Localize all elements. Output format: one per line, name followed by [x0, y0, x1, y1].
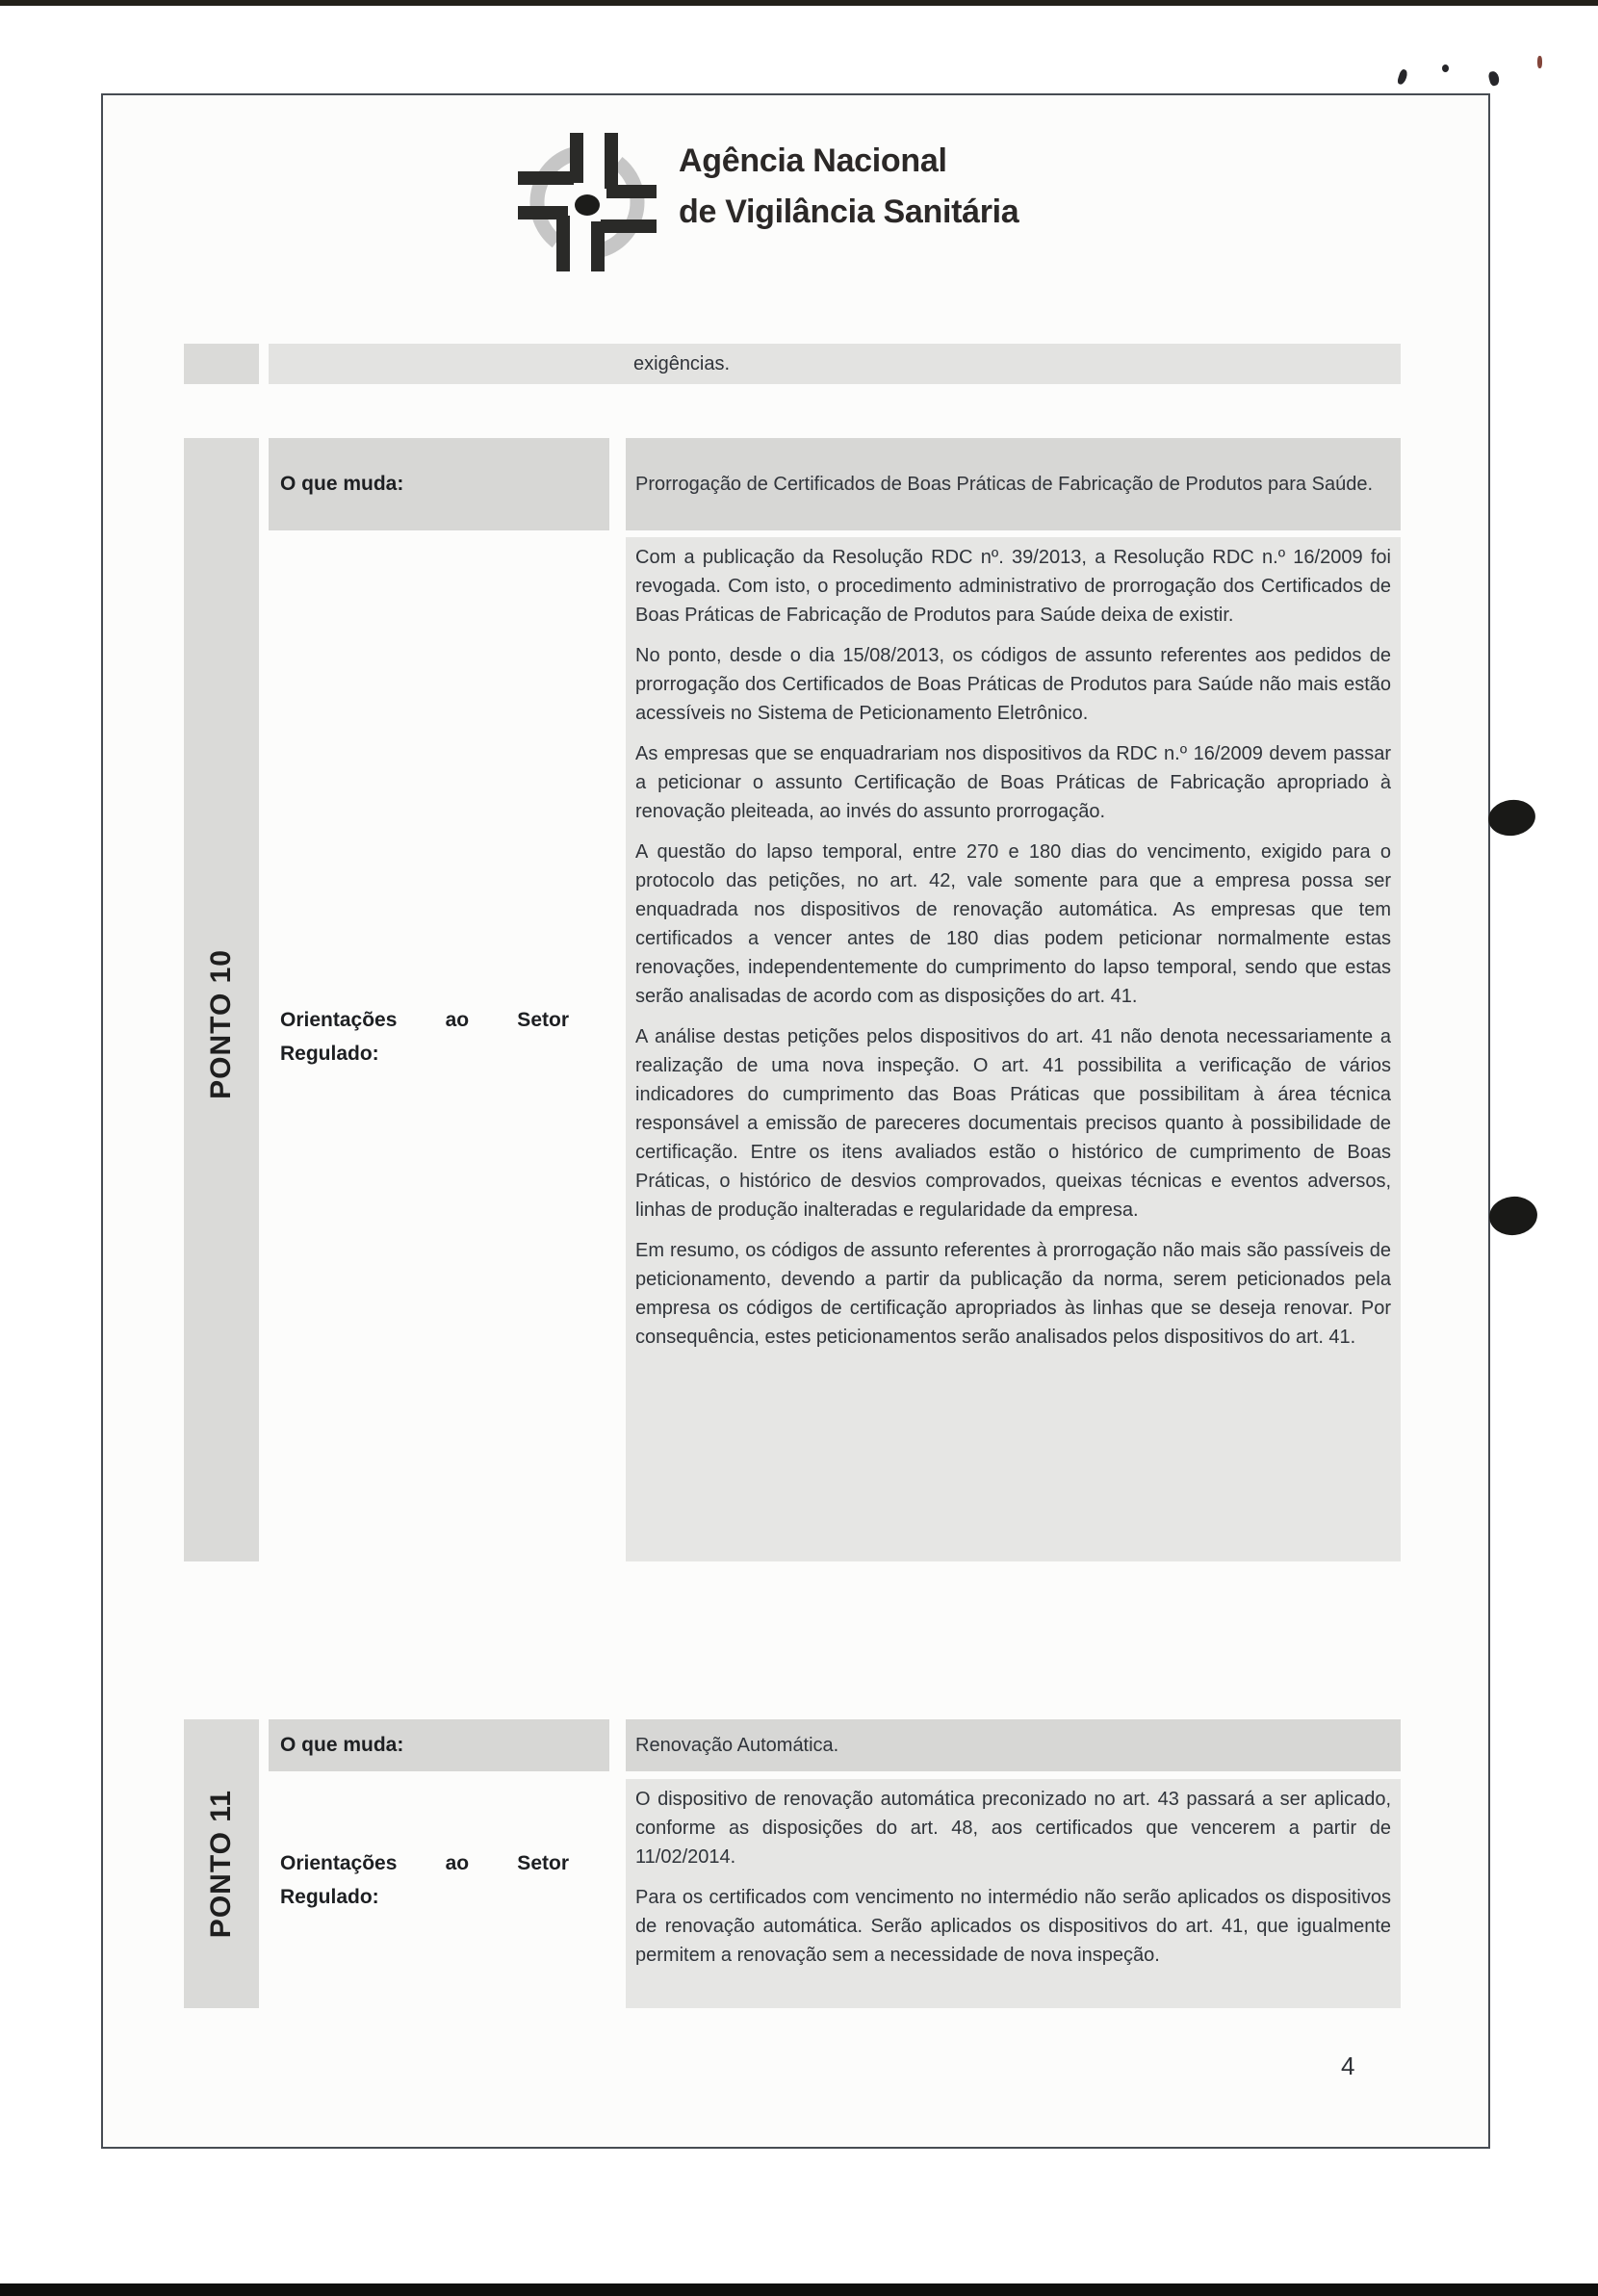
what-changes-label-ponto-11: [269, 1719, 609, 1771]
what-changes-value-ponto-11: [626, 1719, 1401, 1771]
what-changes-value-ponto-10: [626, 438, 1401, 530]
guidance-paragraph: A questão do lapso temporal, entre 270 e 180 dias do vencimento, exigido para o protocolo das petições, no art. 42, vale somente para que a empresa possa ser enquadrada nos dispositivos de renovação automática. As empresas que tem certificados a vencer antes de 180 dias podem peticionar normalmente estas renovações, independentemente do cumprimento do lapso temporal, sendo que estas serão analisadas de acordo com as disposições do art. 41.: [635, 841, 1391, 1007]
what-changes-value-text: Renovação Automática.: [635, 1735, 839, 1756]
guidance-label-text: Orientações ao Setor Regulado:: [280, 1009, 569, 1065]
guidance-paragraph: O dispositivo de renovação automática preconizado no art. 43 passará a ser aplicado, conforme as disposições do art. 48, aos certificados que vencerem a partir de 11/02/2014.: [635, 1789, 1391, 1868]
scan-speck: [1487, 70, 1501, 87]
what-changes-value-text: Prorrogação de Certificados de Boas Práticas de Fabricação de Produtos para Saúde.: [635, 474, 1373, 495]
scan-speck: [1397, 68, 1409, 86]
scan-edge-top: [0, 0, 1598, 6]
agency-name: [679, 136, 1018, 238]
scan-speck: [1442, 64, 1449, 72]
side-strip-tail: [184, 344, 259, 384]
document-page: [101, 93, 1490, 2149]
hole-punch-dot: [1487, 1194, 1539, 1237]
what-changes-label-ponto-10: [269, 438, 609, 530]
hole-punch-dot: [1486, 797, 1538, 838]
side-strip-ponto-10: [184, 438, 259, 1561]
what-changes-label-text: O que muda:: [280, 1734, 404, 1756]
side-strip-ponto-11: [184, 1719, 259, 2008]
agency-name-line2: de Vigilância Sanitária: [679, 193, 1019, 230]
guidance-paragraph: Para os certificados com vencimento no intermédio não serão aplicados os dispositivos de renovação automática. Serão aplicados os dispositivos do art. 41, que igualmente permitem a renovação sem a necessidade de nova inspeção.: [635, 1887, 1391, 1966]
anvisa-logo-icon: [510, 124, 664, 280]
scan-speck: [1537, 56, 1542, 68]
guidance-paragraph: Com a publicação da Resolução RDC nº. 39/2013, a Resolução RDC n.º 16/2009 foi revogada. Com isto, o procedimento administrativo de prorrogação dos Certificados de Boas Práticas de Fabricação de Produtos para Saúde deixa de existir.: [635, 547, 1391, 626]
guidance-paragraph: A análise destas petições pelos dispositivos do art. 41 não denota necessariamente a realização de uma nova inspeção. O art. 41 possibilita a verificação de vários indicadores do cumprimento das Boas Práticas que possibilitam à área técnica responsável a emissão de pareceres documentais precisos quanto à possibilidade de certificação. Entre os itens avaliados estão o histórico de cumprimento de Boas Práticas, o histórico de desvios comprovados, queixas técnicas e eventos adversos, linhas de produção inalteradas e regularidade da empresa.: [635, 1026, 1391, 1221]
agency-name-line1: Agência Nacional: [679, 142, 947, 179]
guidance-paragraph: Em resumo, os códigos de assunto referentes à prorrogação não mais são passíveis de peticionamento, devendo a partir da publicação da norma, serem peticionados pela empresa os códigos de certificação apropriados às linhas que se deseja renovar. Por consequência, estes peticionamentos serão analisados pelos dispositivos do art. 41.: [635, 1240, 1391, 1348]
guidance-content-ponto-11: [626, 1779, 1401, 2008]
guidance-paragraph: As empresas que se enquadrariam nos dispositivos da RDC n.º 16/2009 devem passar a peticionar o assunto Certificação de Boas Práticas de Fabricação apropriado à renovação pleiteada, ao invés do assunto prorrogação.: [635, 743, 1391, 822]
ponto-10-label: PONTO 10: [205, 948, 237, 1099]
what-changes-label-text: O que muda:: [280, 473, 404, 495]
guidance-label-cell-ponto-10: [269, 537, 609, 1561]
ponto-11-label: PONTO 11: [205, 1789, 237, 1939]
guidance-content-ponto-10: [626, 537, 1401, 1561]
guidance-label-cell-ponto-11: [269, 1779, 609, 2008]
previous-row-tail-text: exigências.: [633, 352, 731, 374]
guidance-paragraph: No ponto, desde o dia 15/08/2013, os códigos de assunto referentes aos pedidos de prorrogação dos Certificados de Boas Práticas de Produtos para Saúde não mais estão acessíveis no Sistema de Peticionamento Eletrônico.: [635, 645, 1391, 724]
previous-row-tail: [269, 344, 1401, 384]
scan-edge-bottom: [0, 2283, 1598, 2296]
page-number: 4: [1341, 2051, 1355, 2080]
guidance-label-text: Orientações ao Setor Regulado:: [280, 1852, 569, 1908]
